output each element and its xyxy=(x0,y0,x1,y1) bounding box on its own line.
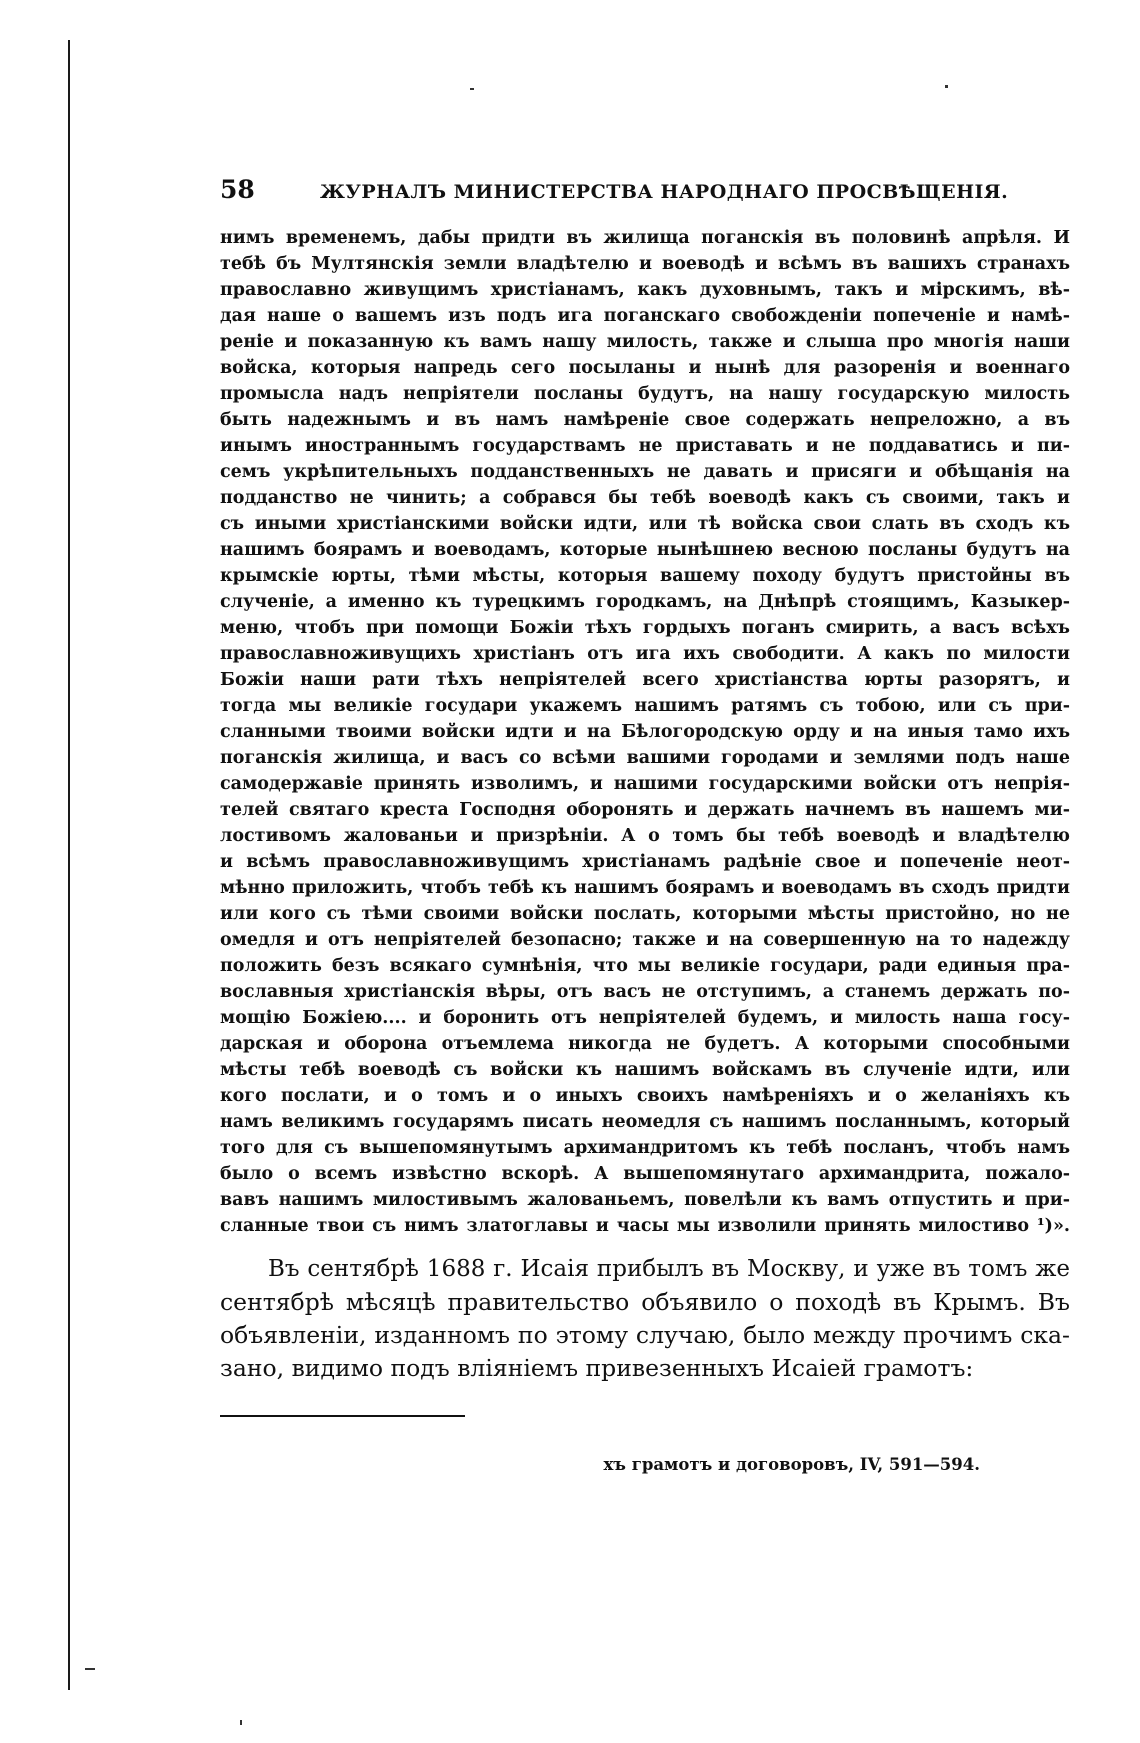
text-line: омедля и отъ непріятелей безопасно; также и на совершенную на то надежду xyxy=(220,930,1070,950)
text-line: войска, которыя напредь сего посыланы и нынѣ для разоренія и военнаго xyxy=(220,358,1070,378)
text-line: семъ укрѣпительныхъ подданственныхъ не давать и присяги и обѣщанія на xyxy=(220,462,1070,482)
page-header xyxy=(220,175,1070,225)
footnote-rule xyxy=(220,1415,465,1417)
main-text xyxy=(220,1253,1070,1385)
text-line: нимъ временемъ, дабы придти въ жилища поганскія въ половинѣ апрѣля. И xyxy=(220,228,1070,248)
text-line: съ иными христіанскими войски идти, или тѣ войска свои слать въ сходъ къ xyxy=(220,514,1070,534)
scan-edge xyxy=(68,40,70,1690)
text-line: мощію Божіею.... и боронить отъ непріятелей будемъ, и милость наша госу- xyxy=(220,1008,1070,1028)
text-line: зано, видимо подъ вліяніемъ привезенныхъ Исаіей грамотъ: xyxy=(220,1354,974,1382)
text-line: лостивомъ жалованьи и призрѣніи. А о томъ бы тебѣ воеводѣ и владѣтелю xyxy=(220,826,1070,846)
text-line: Божіи наши рати тѣхъ непріятелей всего христіанства юрты разорятъ, и xyxy=(220,670,1070,690)
scan-speck xyxy=(85,1668,95,1670)
text-line: тогда мы великіе государи укажемъ нашимъ ратямъ съ тобою, или съ при- xyxy=(220,696,1070,716)
text-line: меню, чтобъ при помощи Божіи тѣхъ гордыхъ поганъ смирить, а васъ всѣхъ xyxy=(220,618,1070,638)
text-line: того для съ вышепомянутымъ архимандритомъ къ тебѣ посланъ, чтобъ намъ xyxy=(220,1138,1070,1158)
text-line: Въ сентябрѣ 1688 г. Исаія прибылъ въ Москву, и уже въ томъ же xyxy=(268,1256,1070,1282)
text-line: дарская и оборона отъемлема никогда не будетъ. А которыми способными xyxy=(220,1034,1070,1054)
text-line: православноживущихъ христіанъ отъ ига ихъ свободити. А какъ по милости xyxy=(220,644,1070,664)
text-line: промысла надъ непріятели посланы будутъ, на нашу государскую милость xyxy=(220,384,1070,404)
text-line: мѣсты тебѣ воеводѣ съ войски къ нашимъ войскамъ въ слученіе идти, или xyxy=(220,1060,1070,1080)
text-line: вавъ нашимъ милостивымъ жалованьемъ, повелѣли къ вамъ отпустить и при- xyxy=(220,1190,1070,1210)
text-line: и всѣмъ православноживущимъ христіанамъ радѣніе свое и попеченіе неот- xyxy=(220,852,1070,872)
text-line: самодержавіе принять изволимъ, и нашими государскими войски отъ непрія- xyxy=(220,774,1070,794)
text-line: положить безъ всякаго сумнѣнія, что мы великіе государи, ради единыя пра- xyxy=(220,956,1070,976)
scan-speck xyxy=(240,1720,242,1725)
text-line: намъ великимъ государямъ писать неомедля съ нашимъ посланнымъ, который xyxy=(220,1112,1070,1132)
text-line: сланные твои съ нимъ златоглавы и часы мы изволили принять милостиво ¹)». xyxy=(220,1216,1070,1236)
text-line: или кого съ тѣми своими войски послать, которыми мѣсты пристойно, но не xyxy=(220,904,1070,924)
text-line: инымъ иностраннымъ государствамъ не приставать и не поддаватись и пи- xyxy=(220,436,1070,456)
text-line: кого послати, и о томъ и о иныхъ своихъ намѣреніяхъ и о желаніяхъ къ xyxy=(220,1086,1070,1106)
scan-speck xyxy=(945,85,948,88)
text-line: телей святаго креста Господня оборонять и держать начнемъ въ нашемъ ми- xyxy=(220,800,1070,820)
running-title: ЖУРНАЛЪ МИНИСТЕРСТВА НАРОДНАГО ПРОСВѢЩЕНІЯ. xyxy=(320,181,1009,203)
text-line: мѣнно приложить, чтобъ тебѣ къ нашимъ боярамъ и воеводамъ въ сходъ придти xyxy=(220,878,1070,898)
text-line: нашимъ боярамъ и воеводамъ, которые нынѣшнею весною посланы будутъ на xyxy=(220,540,1070,560)
book-page xyxy=(220,175,1070,1474)
text-line: слученіе, а именно къ турецкимъ городкамъ, на Днѣпрѣ стоящимъ, Казыкер- xyxy=(220,592,1070,612)
text-line: православно живущимъ христіанамъ, какъ духовнымъ, такъ и мірскимъ, вѣ- xyxy=(220,280,1070,300)
quoted-charter-text xyxy=(220,225,1070,1239)
text-line: крымскіе юрты, тѣми мѣсты, которыя вашему походу будутъ пристойны въ xyxy=(220,566,1070,586)
text-line: объявленіи, изданномъ по этому случаю, было между прочимъ ска- xyxy=(220,1321,1070,1349)
text-line: реніе и показанную къ вамъ нашу милость, также и слыша про многія наши xyxy=(220,332,1070,352)
text-line: было о всемъ извѣстно вскорѣ. А вышепомянутаго архимандрита, пожало- xyxy=(220,1164,1070,1184)
footnote: хъ грамотъ и договоровъ, IV, 591—594. xyxy=(603,1455,980,1474)
text-line: поганскія жилища, и васъ со всѣми вашими городами и землями подъ наше xyxy=(220,748,1070,768)
text-line: вославныя христіанскія вѣры, отъ васъ не отступимъ, а станемъ держать по- xyxy=(220,982,1070,1002)
text-line: подданство не чинить; а собрався бы тебѣ воеводѣ какъ съ своими, такъ и xyxy=(220,488,1070,508)
text-line: сентябрѣ мѣсяцѣ правительство объявило о походѣ въ Крымъ. Въ xyxy=(220,1288,1070,1316)
page-number: 58 xyxy=(220,175,255,204)
text-line: сланными твоими войски идти и на Бѣлогородскую орду и на иныя тамо ихъ xyxy=(220,722,1070,742)
scan-speck xyxy=(470,88,474,90)
text-line: дая наше о вашемъ изъ подъ ига поганскаго свобожденіи попеченіе и намѣ- xyxy=(220,306,1070,326)
text-line: тебѣ бъ Мултянскія земли владѣтелю и воеводѣ и всѣмъ въ вашихъ странахъ xyxy=(220,254,1070,274)
text-line: быть надежнымъ и въ намъ намѣреніе свое содержать непреложно, а въ xyxy=(220,410,1070,430)
